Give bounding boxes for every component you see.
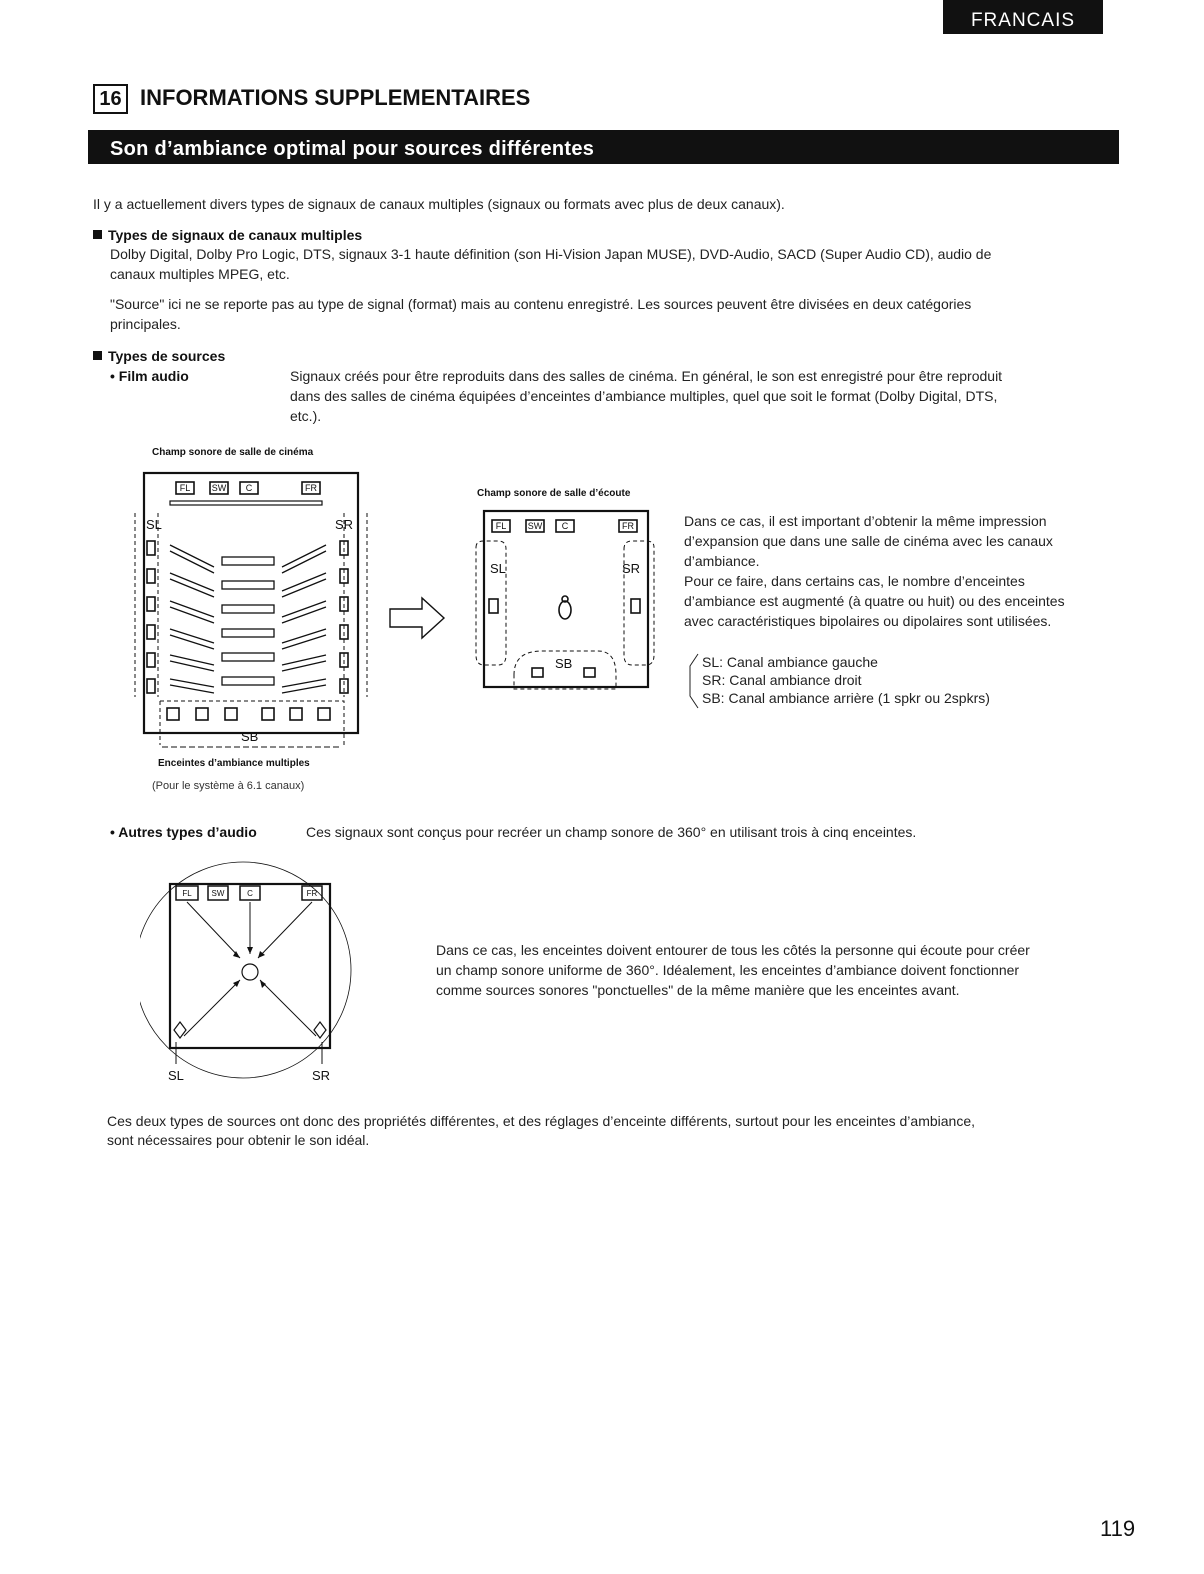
other-explanation-line2: un champ sonore uniforme de 360°. Idéalement, les enceintes d’ambiance doivent fonctionner [436, 962, 1020, 978]
film-audio-line3: etc.). [290, 408, 322, 424]
signal-types-heading-text: Types de signaux de canaux multiples [108, 227, 363, 243]
surround-fr-label: FR [306, 889, 318, 898]
film-audio-line2: dans des salles de cinéma équipées d’enceintes d’ambiance multiples, quel que soit le format (Dolby Digital, DTS, [290, 388, 998, 404]
legend-sl: SL: Canal ambiance gauche [702, 654, 878, 670]
cinema-c-label: C [245, 483, 253, 493]
cinema-sw-label: SW [211, 483, 227, 493]
surround-sr-label: SR [312, 1068, 331, 1083]
cinema-diagram [130, 465, 375, 755]
arrow-right-icon [388, 595, 448, 641]
room-sb-label: SB [555, 656, 573, 671]
conclusion-line2: sont nécessaires pour obtenir le son idéal. [107, 1132, 370, 1148]
signal-types-line2: canaux multiples MPEG, etc. [110, 266, 290, 282]
cinema-caption: (Pour le système à 6.1 canaux) [152, 780, 305, 792]
room-diagram [470, 505, 660, 695]
film-audio-line1: Signaux créés pour être reproduits dans des salles de cinéma. En général, le son est enregistré pour être reproduit [290, 368, 1003, 384]
legend-sb: SB: Canal ambiance arrière (1 spkr ou 2spkrs) [702, 690, 990, 706]
film-explanation-line3: d’ambiance. [684, 553, 760, 569]
room-fl-label: FL [495, 521, 507, 531]
source-note-line1: "Source" ici ne se reporte pas au type de signal (format) mais au contenu enregistré. Les sources peuvent être divisées en deux catégories [110, 296, 972, 312]
conclusion-line1: Ces deux types de sources ont donc des propriétés différentes, et des réglages d’enceinte différents, surtout pour les enceintes d’ambiance, [107, 1113, 976, 1129]
bullet-square-icon [93, 351, 102, 360]
other-audio-text: Ces signaux sont conçus pour recréer un champ sonore de 360° en utilisant trois à cinq enceintes. [306, 824, 917, 840]
film-audio-label: • Film audio [110, 368, 189, 384]
other-explanation-line1: Dans ce cas, les enceintes doivent entourer de tous les côtés la personne qui écoute pour créer [436, 942, 1030, 958]
legend-sr: SR: Canal ambiance droit [702, 672, 862, 688]
room-sw-label: SW [527, 521, 543, 531]
film-explanation-line4: Pour ce faire, dans certains cas, le nombre d’enceintes [684, 573, 1025, 589]
signal-types-line1: Dolby Digital, Dolby Pro Logic, DTS, signaux 3-1 haute définition (son Hi-Vision Japan MUSE), DVD-Audio, SACD (Super Audio CD), audio de [110, 246, 992, 262]
cinema-fr-label: FR [305, 483, 317, 493]
other-audio-label: • Autres types d’audio [110, 824, 257, 840]
legend-brace [686, 652, 700, 710]
section-title: INFORMATIONS SUPPLEMENTAIRES [140, 85, 531, 110]
intro-text: Il y a actuellement divers types de signaux de canaux multiples (signaux ou formats avec plus de deux canaux). [93, 196, 785, 212]
film-explanation-line1: Dans ce cas, il est important d’obtenir la même impression [684, 513, 1047, 529]
film-explanation-line2: d’expansion que dans une salle de cinéma avec les canaux [684, 533, 1053, 549]
room-c-label: C [561, 521, 569, 531]
surround-c-label: C [247, 889, 253, 898]
signal-types-heading [93, 225, 362, 245]
room-sr-label: SR [622, 561, 641, 576]
source-types-heading-text: Types de sources [108, 348, 226, 364]
cinema-sb-label: SB [241, 729, 259, 744]
banner-title: Son d’ambiance optimal pour sources différentes [88, 130, 1119, 164]
bullet-square-icon [93, 230, 102, 239]
language-tab: FRANCAIS [943, 0, 1103, 34]
cinema-sr-label: SR [335, 517, 354, 532]
room-diagram-title: Champ sonore de salle d’écoute [477, 488, 631, 499]
cinema-caption-bold: Enceintes d’ambiance multiples [158, 758, 310, 769]
room-fr-label: FR [622, 521, 634, 531]
source-note-line2: principales. [110, 316, 181, 332]
film-explanation-line6: avec caractéristiques bipolaires ou dipolaires sont utilisées. [684, 613, 1052, 629]
cinema-diagram-title: Champ sonore de salle de cinéma [152, 447, 314, 458]
section-number: 16 [93, 84, 128, 114]
surround-sl-label: SL [168, 1068, 184, 1083]
cinema-sl-label: SL [146, 517, 162, 532]
page-number: 119 [1100, 1516, 1136, 1541]
room-sl-label: SL [490, 561, 506, 576]
surround-sw-label: SW [211, 889, 225, 898]
surround-360-diagram [140, 858, 360, 1088]
other-explanation-line3: comme sources sonores "ponctuelles" de la même manière que les enceintes avant. [436, 982, 960, 998]
surround-fl-label: FL [182, 889, 192, 898]
source-types-heading [93, 346, 225, 366]
film-explanation-line5: d’ambiance est augmenté (à quatre ou huit) ou des enceintes [684, 593, 1065, 609]
cinema-fl-label: FL [179, 483, 191, 493]
